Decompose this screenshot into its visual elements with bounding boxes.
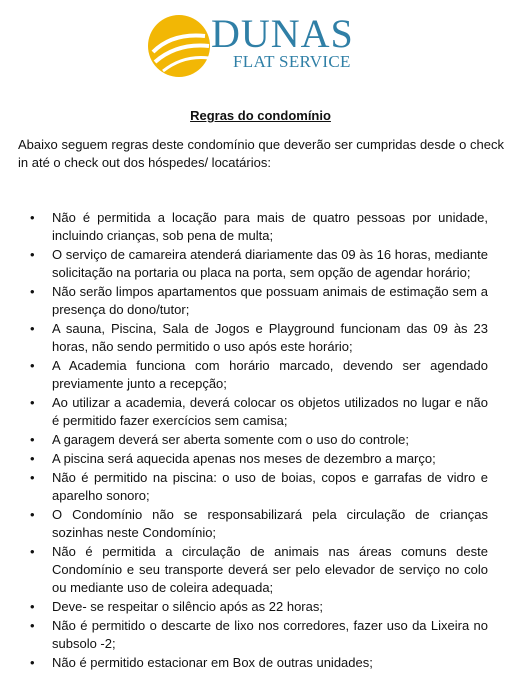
bullet-icon: •: [30, 618, 35, 633]
rule-text: Ao utilizar a academia, deverá colocar os objetos utilizados no lugar e não é permitido fazer exercícios sem camisa;: [52, 395, 488, 428]
bullet-icon: •: [30, 358, 35, 373]
rule-item: [18, 654, 488, 672]
intro-paragraph: Abaixo seguem regras deste condomínio que deverão ser cumpridas desde o check in até o check out dos hóspedes/ locatários:: [18, 137, 504, 170]
rule-item: [18, 394, 488, 430]
bullet-icon: •: [30, 544, 35, 559]
bullet-icon: •: [30, 599, 35, 614]
bullet-icon: •: [30, 432, 35, 447]
bullet-icon: •: [30, 321, 35, 336]
bullet-icon: •: [30, 507, 35, 522]
bullet-icon: •: [30, 284, 35, 299]
rule-item: [18, 357, 488, 393]
rule-text: A Academia funciona com horário marcado, devendo ser agendado previamente junto a recepção;: [52, 358, 488, 391]
rule-item: [18, 598, 488, 616]
sun-wave-icon: [145, 8, 215, 84]
rule-item: [18, 320, 488, 356]
rules-list: [18, 209, 488, 673]
rule-item: [18, 617, 488, 653]
rule-text: O Condomínio não se responsabilizará pela circulação de crianças sozinhas neste Condomínio;: [52, 507, 488, 540]
rule-text: Deve- se respeitar o silêncio após as 22 horas;: [52, 599, 323, 614]
rule-item: [18, 506, 488, 542]
rule-item: [18, 469, 488, 505]
bullet-icon: •: [30, 247, 35, 262]
rule-text: Não é permitida a circulação de animais nas áreas comuns deste Condomínio e seu transporte deverá ser pelo elevador de serviço no colo ou mediante uso de coleira adequada;: [52, 544, 488, 595]
bullet-icon: •: [30, 210, 35, 225]
rule-item: [18, 543, 488, 597]
rule-text: A garagem deverá ser aberta somente com o uso do controle;: [52, 432, 409, 447]
rule-text: O serviço de camareira atenderá diariamente das 09 às 16 horas, mediante solicitação na portaria ou placa na porta, sem opção de agendar horário;: [52, 247, 488, 280]
brand-name: DUNAS: [211, 11, 354, 56]
rule-text: Não serão limpos apartamentos que possuam animais de estimação sem a presença do dono/tutor;: [52, 284, 488, 317]
rule-text: Não é permitida a locação para mais de quatro pessoas por unidade, incluindo crianças, sob pena de multa;: [52, 210, 488, 243]
bullet-icon: •: [30, 470, 35, 485]
document-title: Regras do condomínio: [190, 108, 331, 123]
brand-subtitle: FLAT SERVICE: [233, 52, 351, 71]
rule-item: [18, 283, 488, 319]
bullet-icon: •: [30, 395, 35, 410]
bullet-icon: •: [30, 655, 35, 670]
rule-text: A sauna, Piscina, Sala de Jogos e Playground funcionam das 09 às 23 horas, não sendo permitido o uso após este horário;: [52, 321, 488, 354]
rule-item: [18, 246, 488, 282]
bullet-icon: •: [30, 451, 35, 466]
dunas-logo: [145, 8, 375, 84]
rule-text: Não é permitido o descarte de lixo nos corredores, fazer uso da Lixeira no subsolo -2;: [52, 618, 488, 651]
rule-text: A piscina será aquecida apenas nos meses de dezembro a março;: [52, 451, 436, 466]
rule-text: Não é permitido na piscina: o uso de boias, copos e garrafas de vidro e aparelho sonoro;: [52, 470, 488, 503]
rule-text: Não é permitido estacionar em Box de outras unidades;: [52, 655, 373, 670]
rule-item: [18, 209, 488, 245]
rule-item: [18, 431, 488, 449]
rule-item: [18, 450, 488, 468]
